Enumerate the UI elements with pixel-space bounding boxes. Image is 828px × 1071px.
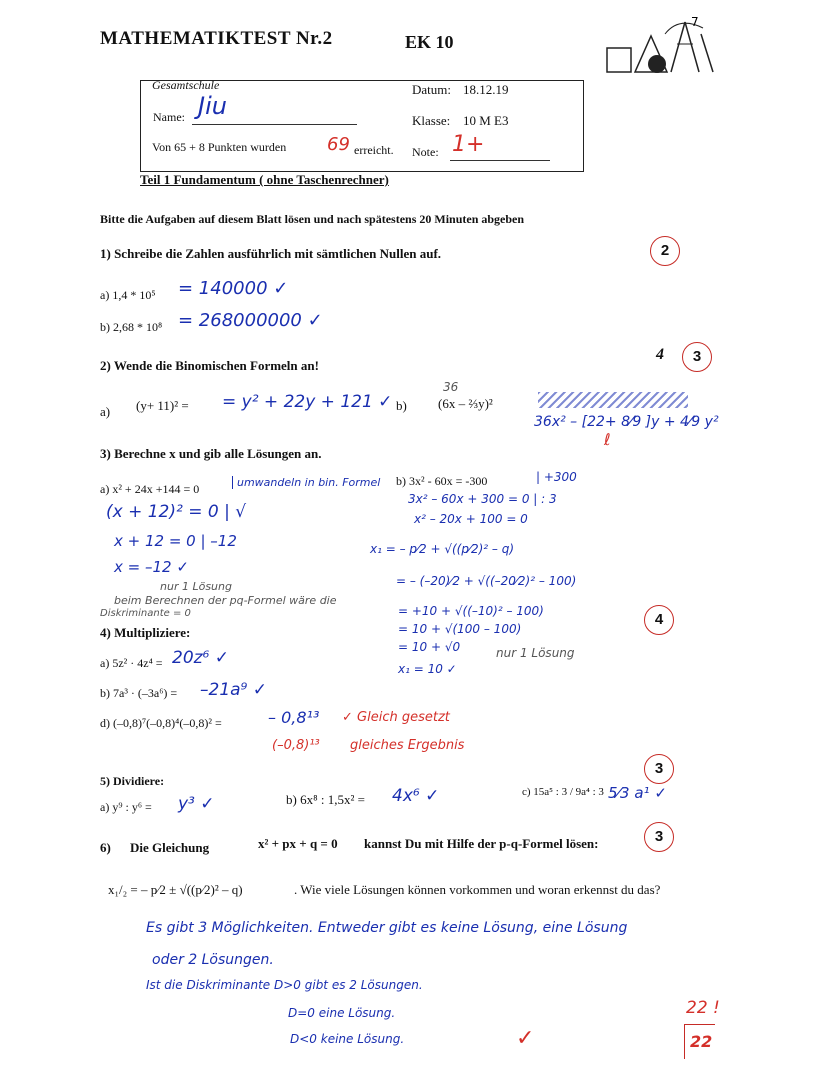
task3-a-line-1: (x + 12)² = 0 | √ [106, 502, 247, 522]
task3-score-badge: 4 [644, 605, 674, 635]
total-box-value: 22 [690, 1032, 713, 1051]
task6-answer-line-3: Ist die Diskriminante D>0 gibt es 2 Lösungen. [146, 978, 423, 992]
task5-score-badge: 3 [644, 754, 674, 784]
task3-a-line-3: x = –12 ✓ [114, 558, 189, 576]
school-label: Gesamtschule [152, 78, 220, 92]
task2-score-note: 4 [656, 346, 664, 363]
task3-a-expr: a) x² + 24x +144 = 0 [100, 482, 200, 496]
task3-a-remark-3: Diskriminante = 0 [100, 608, 191, 619]
date-value: 18.12.19 [463, 82, 509, 97]
task3-a-remark-2: beim Berechnen der pq-Formel wäre die [114, 594, 337, 607]
task3-b-line-3: x₁ = – p⁄2 + √((p⁄2)² – q) [370, 542, 515, 556]
task5-c-answer: 5⁄3 a¹ ✓ [608, 784, 667, 802]
task6-score-badge: 3 [644, 822, 674, 852]
task6-number: 6) [100, 840, 111, 855]
task4-b-answer: –21a⁹ ✓ [200, 680, 268, 700]
task2-b-answer: 36x² – [22+ 8⁄9 ]y + 4⁄9 y² [534, 414, 719, 430]
task6-title-2: kannst Du mit Hilfe der p-q-Formel lösen: [364, 836, 599, 851]
task5-b-answer: 4x⁶ ✓ [392, 786, 440, 806]
class-label: Klasse: [412, 113, 451, 128]
task6-formula: x₁/₂ = – p⁄2 ± √((p⁄2)² – q) [108, 882, 243, 897]
task3-a-remark: nur 1 Lösung [160, 580, 232, 593]
task3-b-line-6: = 10 + √(100 – 100) [398, 622, 522, 636]
task6-answer-line-2: oder 2 Lösungen. [152, 952, 274, 968]
task4-d-check-2: gleiches Ergebnis [350, 738, 465, 753]
task3-b-remark: nur 1 Lösung [496, 646, 575, 660]
task6-title: Die Gleichung [130, 840, 210, 855]
task6-answer-line-1: Es gibt 3 Möglichkeiten. Entweder gibt es keine Lösung, eine Lösung [146, 920, 628, 936]
points-value: 69 [327, 134, 350, 155]
task3-b-line-5: = +10 + √((–10)² – 100) [398, 604, 544, 618]
task4-a-answer: 20z⁶ ✓ [172, 648, 230, 668]
name-value: Jiu [198, 92, 227, 120]
task4-b-expr: b) 7a³ · (–3a⁶) = [100, 686, 178, 700]
task3-a-line-2: x + 12 = 0 | –12 [114, 532, 237, 550]
task2-a-expr: (y+ 11)² = [136, 398, 189, 413]
task4-d-answer: – 0,8¹³ [268, 708, 320, 727]
points-suffix: erreicht. [354, 143, 394, 157]
grade-value: 1+ [452, 132, 485, 157]
task2-score-badge: 3 [682, 342, 712, 372]
task3-b-line-7: = 10 + √0 [398, 640, 461, 654]
task4-title: 4) Multipliziere: [100, 625, 191, 640]
task2-a-label: a) [100, 404, 111, 419]
task3-a-note: umwandeln in bin. Formel [232, 476, 380, 489]
test-title: MATHEMATIKTEST Nr.2 [100, 28, 333, 49]
task5-a-expr: a) y⁹ : y⁶ = [100, 800, 152, 814]
task6-equation: x² + px + q = 0 [258, 836, 338, 851]
svg-text:7: 7 [691, 15, 699, 29]
task2-b-scribble [538, 392, 688, 408]
task5-title: 5) Dividiere: [100, 774, 165, 788]
name-line [192, 124, 357, 125]
task5-b-expr: b) 6x⁸ : 1,5x² = [286, 792, 365, 807]
task6-question: . Wie viele Lösungen können vorkommen und woran erkennst du das? [294, 882, 661, 897]
task4-d-note: (–0,8)¹³ [272, 738, 320, 753]
section-instruction: Bitte die Aufgaben auf diesem Blatt lösen und nach spätestens 20 Minuten abgeben [100, 212, 525, 226]
task3-b-line-1: 3x² – 60x + 300 = 0 | : 3 [408, 492, 557, 506]
task1-score-badge: 2 [650, 236, 680, 266]
task1-b-answer: = 268000000 ✓ [178, 310, 323, 331]
task2-b-mark: ℓ [604, 430, 611, 449]
task5-a-answer: y³ ✓ [178, 794, 215, 814]
name-label: Name: [153, 110, 185, 124]
section-title: Teil 1 Fundamentum ( ohne Taschenrechner) [140, 172, 389, 187]
task1-a-answer: = 140000 ✓ [178, 278, 289, 299]
task2-b-label: b) [396, 398, 407, 413]
task3-b-line-8: x₁ = 10 ✓ [398, 662, 457, 676]
task2-title: 2) Wende die Binomischen Formeln an! [100, 358, 319, 373]
class-value: 10 M E3 [463, 113, 509, 128]
task3-b-line-2: x² – 20x + 100 = 0 [414, 512, 528, 526]
task3-title: 3) Berechne x und gib alle Lösungen an. [100, 446, 322, 461]
task6-answer-line-5: D<0 keine Lösung. [290, 1032, 405, 1046]
task5-c-expr: c) 15a⁵ : 3 / 9a⁴ : 3 [522, 786, 604, 798]
task6-answer-line-4: D=0 eine Lösung. [288, 1006, 396, 1020]
task3-b-op: | +300 [536, 470, 577, 484]
grade-line [450, 160, 550, 161]
task2-a-answer: = y² + 22y + 121 ✓ [222, 392, 393, 412]
task1-title: 1) Schreibe die Zahlen ausführlich mit sämtlichen Nullen auf. [100, 246, 442, 261]
task3-b-expr: b) 3x² - 60x = -300 [396, 474, 488, 488]
task3-b-line-4: = – (–20)⁄2 + √((–20⁄2)² – 100) [396, 574, 577, 588]
task1-b-label: b) 2,68 * 10⁸ [100, 320, 163, 334]
task2-b-expr: (6x – ⅔y)² [438, 396, 493, 411]
task4-a-expr: a) 5z² · 4z⁴ = [100, 656, 163, 670]
task4-d-expr: d) (–0,8)⁷(–0,8)⁴(–0,8)² = [100, 716, 222, 730]
date-label: Datum: [412, 82, 451, 97]
task6-check: ✓ [516, 1026, 535, 1051]
task2-b-note: 36 [443, 380, 459, 394]
geometry-logo-icon [605, 14, 715, 76]
points-prefix: Von 65 + 8 Punkten wurden [152, 140, 287, 154]
task4-d-check: ✓ Gleich gesetzt [342, 710, 450, 725]
task1-a-label: a) 1,4 * 10⁵ [100, 288, 156, 302]
total-score: 22 ! [686, 998, 720, 1018]
grade-label: Note: [412, 145, 439, 159]
course-label: EK 10 [405, 32, 454, 52]
